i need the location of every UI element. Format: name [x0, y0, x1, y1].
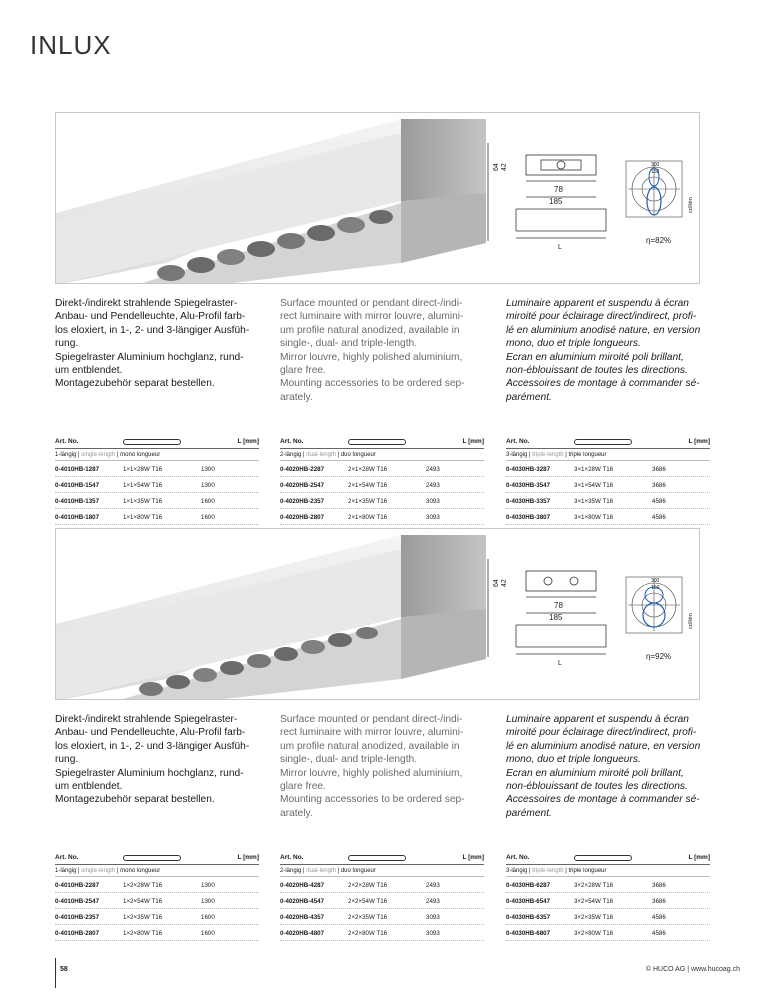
text-line: Ecran en aluminium miroité poli brillant, [506, 767, 684, 779]
article-table-single-2 [55, 852, 259, 941]
text-line: um profile natural anodized, available in [280, 324, 460, 336]
footer-copyright: © HUCO AG | www.hucoag.ch [645, 966, 740, 973]
table-row [55, 493, 259, 509]
text-line: 2493 [426, 898, 440, 905]
text-line: los eloxiert, in 1-, 2- und 3-längiger Ausfüh- [55, 324, 250, 336]
text-line: 2×2×80W T16 [348, 930, 388, 937]
page-number: 58 [60, 966, 68, 973]
table-row [280, 877, 484, 893]
text-line: 3686 [652, 482, 666, 489]
text-line: 0-4020HB-2547 [280, 482, 325, 489]
text-line: Anbau- und Pendelleuchte, Alu-Profil farb- [55, 727, 246, 739]
polar-ring-label-1: 150 [651, 169, 660, 175]
table-row [280, 493, 484, 509]
text-line: single-length [79, 868, 117, 874]
text-line: mono, duo et triple longueurs. [506, 754, 641, 766]
polar-ring-label-2: 300 [651, 578, 660, 584]
text-line: 2493 [426, 882, 440, 889]
text-line: 0-4010HB-1357 [55, 498, 100, 505]
text-line: Surface mounted or pendant direct-/indi- [280, 714, 463, 725]
text-line: um entblendet. [55, 365, 123, 377]
text-line: 0-4020HB-2807 [280, 514, 325, 521]
text-line: 3093 [426, 930, 440, 937]
text-line: Montagezubehör separat bestellen. [55, 378, 215, 390]
text-line: miroité pour éclairage direct/indirect, profi- [506, 727, 697, 739]
text-line: 2×2×54W T16 [348, 898, 388, 905]
polar-ring-label-1: 150 [651, 585, 660, 591]
product-hero-1 [55, 112, 700, 284]
text-line: Art. No. [506, 854, 530, 861]
table-row [55, 909, 259, 925]
text-line: 4586 [652, 498, 666, 505]
table-row [506, 477, 710, 493]
text-line: L [mm] [237, 854, 259, 861]
text-line: arately. [280, 391, 313, 403]
text-line: L [mm] [462, 438, 484, 445]
text-line: um entblendet. [55, 781, 123, 793]
text-line: Mounting accessories to be ordered sep- [280, 378, 465, 390]
text-line: 0-4020HB-2357 [280, 498, 325, 505]
dim-length-1: L [558, 244, 562, 251]
text-line: 1×1×35W T16 [123, 498, 163, 505]
lamp-length-icon [574, 439, 632, 445]
text-line: 4586 [652, 914, 666, 921]
text-line: Direkt-/indirekt strahlende Spiegelraster- [55, 298, 238, 309]
text-line: 3-längig | [506, 452, 531, 458]
text-line: | triple longueur [565, 868, 607, 874]
dim-width-185-2: 185 [549, 613, 563, 622]
article-table-triple-1 [506, 436, 710, 525]
article-table-dual-2 [280, 852, 484, 941]
text-line: 0-4030HB-6547 [506, 898, 551, 905]
text-line: 2×1×80W T16 [348, 514, 388, 521]
text-line: 1×1×80W T16 [123, 514, 163, 521]
text-line: 1×2×54W T16 [123, 898, 163, 905]
text-line: Art. No. [55, 438, 79, 445]
description-fr-1 [506, 297, 720, 404]
text-line: 2×1×28W T16 [348, 466, 388, 473]
dim-width-185-1: 185 [549, 197, 563, 206]
lamp-length-icon [574, 855, 632, 861]
text-line: | mono longueur [116, 452, 161, 458]
text-line: lé en aluminium anodisé nature, en version [506, 324, 701, 336]
table-row [506, 925, 710, 941]
table-row [506, 909, 710, 925]
text-line: 2×1×35W T16 [348, 498, 388, 505]
table-row [506, 509, 710, 525]
text-line: Anbau- und Pendelleuchte, Alu-Profil farb- [55, 311, 246, 323]
text-line: 1×1×28W T16 [123, 466, 163, 473]
text-line: 1600 [201, 914, 215, 921]
text-line: 3-längig | [506, 868, 531, 874]
text-line: 1300 [201, 466, 215, 473]
text-line: 0-4020HB-4547 [280, 898, 325, 905]
text-line: 0-4010HB-1287 [55, 466, 100, 473]
text-line: 1×1×54W T16 [123, 482, 163, 489]
text-line: Spiegelraster Aluminium hochglanz, rund- [55, 351, 244, 363]
text-line: 2×1×54W T16 [348, 482, 388, 489]
text-line: 3686 [652, 882, 666, 889]
text-line: 3×1×80W T16 [574, 514, 614, 521]
table-row [280, 461, 484, 477]
table-row [55, 893, 259, 909]
description-en-1 [280, 297, 494, 404]
text-line: L [mm] [462, 854, 484, 861]
table-row [280, 509, 484, 525]
dim-height-1: 64 [493, 163, 500, 171]
polar-ring-label-2: 300 [651, 162, 660, 168]
text-line: rung. [55, 338, 79, 350]
table-row [506, 493, 710, 509]
text-line: 3×2×80W T16 [574, 930, 614, 937]
text-line: Accessoires de montage à commander sé- [506, 378, 700, 390]
text-line: 1-längig | [55, 452, 80, 458]
text-line: lé en aluminium anodisé nature, en version [506, 740, 701, 752]
text-line: dual-length [304, 452, 338, 458]
table-row [55, 509, 259, 525]
table-row [506, 893, 710, 909]
text-line: | triple longueur [565, 452, 607, 458]
dim-height-2: 64 [493, 579, 500, 587]
text-line: 0-4010HB-2287 [55, 882, 100, 889]
text-line: non-éblouissant de toutes les directions. [506, 781, 688, 793]
text-line: 0-4020HB-4287 [280, 882, 325, 889]
lamp-length-icon [123, 439, 181, 445]
article-table-triple-2 [506, 852, 710, 941]
text-line: 3686 [652, 898, 666, 905]
text-line: triple-length [530, 868, 566, 874]
text-line: um profile natural anodized, available in [280, 740, 460, 752]
text-line: Luminaire apparent et suspendu à écran [506, 714, 689, 725]
text-line: L [mm] [688, 854, 710, 861]
text-line: 0-4020HB-4807 [280, 930, 325, 937]
text-line: Ecran en aluminium miroité poli brillant, [506, 351, 684, 363]
text-line: 1×2×35W T16 [123, 914, 163, 921]
text-line: Direkt-/indirekt strahlende Spiegelraster- [55, 714, 238, 725]
text-line: parément. [506, 807, 552, 819]
lamp-length-icon [123, 855, 181, 861]
dim-length-2: L [558, 660, 562, 667]
text-line: L [mm] [237, 438, 259, 445]
text-line: Art. No. [55, 854, 79, 861]
text-line: 4586 [652, 514, 666, 521]
text-line: 0-4030HB-3357 [506, 498, 551, 505]
text-line: 3093 [426, 514, 440, 521]
text-line: 0-4030HB-6357 [506, 914, 551, 921]
table-row [280, 893, 484, 909]
text-line: 0-4030HB-3547 [506, 482, 551, 489]
text-line: 2-längig | [280, 452, 305, 458]
lamp-length-icon [348, 439, 406, 445]
product-hero-2 [55, 528, 700, 700]
dim-width-78-1: 78 [554, 185, 563, 194]
text-line: single-, dual- and triple-length. [280, 338, 418, 350]
text-line: 1-längig | [55, 868, 80, 874]
text-line: 3×2×54W T16 [574, 898, 614, 905]
text-line: Mounting accessories to be ordered sep- [280, 794, 465, 806]
table-row [55, 877, 259, 893]
article-table-single-1 [55, 436, 259, 525]
table-row [55, 925, 259, 941]
text-line: arately. [280, 807, 313, 819]
dim-inner-height-1: 42 [501, 163, 508, 171]
technical-drawing-1 [486, 113, 700, 284]
text-line: 0-4010HB-2547 [55, 898, 100, 905]
text-line: Spiegelraster Aluminium hochglanz, rund- [55, 767, 244, 779]
text-line: 0-4010HB-1807 [55, 514, 100, 521]
table-row [280, 925, 484, 941]
text-line: | duo longueur [337, 452, 376, 458]
dim-width-78-2: 78 [554, 601, 563, 610]
text-line: mono, duo et triple longueurs. [506, 338, 641, 350]
text-line: Surface mounted or pendant direct-/indi- [280, 298, 463, 309]
polar-unit-2: cd/klm [688, 613, 694, 629]
text-line: 1×2×28W T16 [123, 882, 163, 889]
text-line: 3686 [652, 466, 666, 473]
lamp-length-icon [348, 855, 406, 861]
table-row [506, 461, 710, 477]
text-line: 1300 [201, 882, 215, 889]
text-line: 0-4020HB-2287 [280, 466, 325, 473]
text-line: rung. [55, 754, 79, 766]
article-table-dual-1 [280, 436, 484, 525]
text-line: 1300 [201, 898, 215, 905]
table-row [280, 477, 484, 493]
description-fr-2 [506, 713, 720, 820]
text-line: L [mm] [688, 438, 710, 445]
text-line: Mirror louvre, highly polished aluminium, [280, 767, 463, 779]
text-line: rect luminaire with mirror louvre, alumini- [280, 311, 464, 323]
text-line: los eloxiert, in 1-, 2- und 3-längiger Ausfüh- [55, 740, 250, 752]
text-line: 1600 [201, 514, 215, 521]
text-line: parément. [506, 391, 552, 403]
text-line: 3×1×54W T16 [574, 482, 614, 489]
text-line: Luminaire apparent et suspendu à écran [506, 298, 689, 309]
table-row [55, 477, 259, 493]
text-line: rect luminaire with mirror louvre, alumini- [280, 727, 464, 739]
text-line: 3093 [426, 914, 440, 921]
text-line: 3×1×35W T16 [574, 498, 614, 505]
efficiency-2: η=92% [646, 652, 672, 661]
text-line: single-, dual- and triple-length. [280, 754, 418, 766]
description-en-2 [280, 713, 494, 820]
text-line: 1×2×80W T16 [123, 930, 163, 937]
table-row [55, 461, 259, 477]
efficiency-1: η=82% [646, 236, 672, 245]
page-number-rule [55, 958, 56, 988]
text-line: | mono longueur [116, 868, 161, 874]
polar-unit-1: cd/klm [688, 197, 694, 213]
text-line: 2×2×28W T16 [348, 882, 388, 889]
text-line: miroité pour éclairage direct/indirect, profi- [506, 311, 697, 323]
text-line: non-éblouissant de toutes les directions. [506, 365, 688, 377]
text-line: 0-4030HB-3287 [506, 466, 551, 473]
technical-drawing-2 [486, 529, 700, 700]
description-de-1 [55, 297, 269, 391]
text-line: 1300 [201, 482, 215, 489]
luminaire-photo-2 [56, 529, 486, 700]
text-line: 0-4010HB-2807 [55, 930, 100, 937]
text-line: Art. No. [280, 438, 304, 445]
text-line: glare free. [280, 365, 326, 377]
dim-inner-height-2: 42 [501, 579, 508, 587]
brand-logo: INLUX [30, 30, 112, 60]
text-line: Mirror louvre, highly polished aluminium, [280, 351, 463, 363]
text-line: 0-4020HB-4357 [280, 914, 325, 921]
luminaire-photo-1 [56, 113, 486, 284]
text-line: 3×2×35W T16 [574, 914, 614, 921]
text-line: 2×2×35W T16 [348, 914, 388, 921]
text-line: 1600 [201, 930, 215, 937]
text-line: dual-length [304, 868, 338, 874]
table-row [280, 909, 484, 925]
text-line: 0-4030HB-6287 [506, 882, 551, 889]
text-line: Accessoires de montage à commander sé- [506, 794, 700, 806]
text-line: Art. No. [280, 854, 304, 861]
text-line: 0-4030HB-3807 [506, 514, 551, 521]
text-line: 0-4030HB-6807 [506, 930, 551, 937]
text-line: 4586 [652, 930, 666, 937]
description-de-2 [55, 713, 269, 807]
text-line: 0-4010HB-2357 [55, 914, 100, 921]
text-line: 2-längig | [280, 868, 305, 874]
text-line: | duo longueur [337, 868, 376, 874]
text-line: 2493 [426, 466, 440, 473]
text-line: triple-length [530, 452, 566, 458]
text-line: glare free. [280, 781, 326, 793]
table-row [506, 877, 710, 893]
text-line: 2493 [426, 482, 440, 489]
text-line: 3×1×28W T16 [574, 466, 614, 473]
text-line: 3×2×28W T16 [574, 882, 614, 889]
text-line: Art. No. [506, 438, 530, 445]
text-line: single-length [79, 452, 117, 458]
text-line: 0-4010HB-1547 [55, 482, 100, 489]
text-line: Montagezubehör separat bestellen. [55, 794, 215, 806]
text-line: 1600 [201, 498, 215, 505]
text-line: 3093 [426, 498, 440, 505]
